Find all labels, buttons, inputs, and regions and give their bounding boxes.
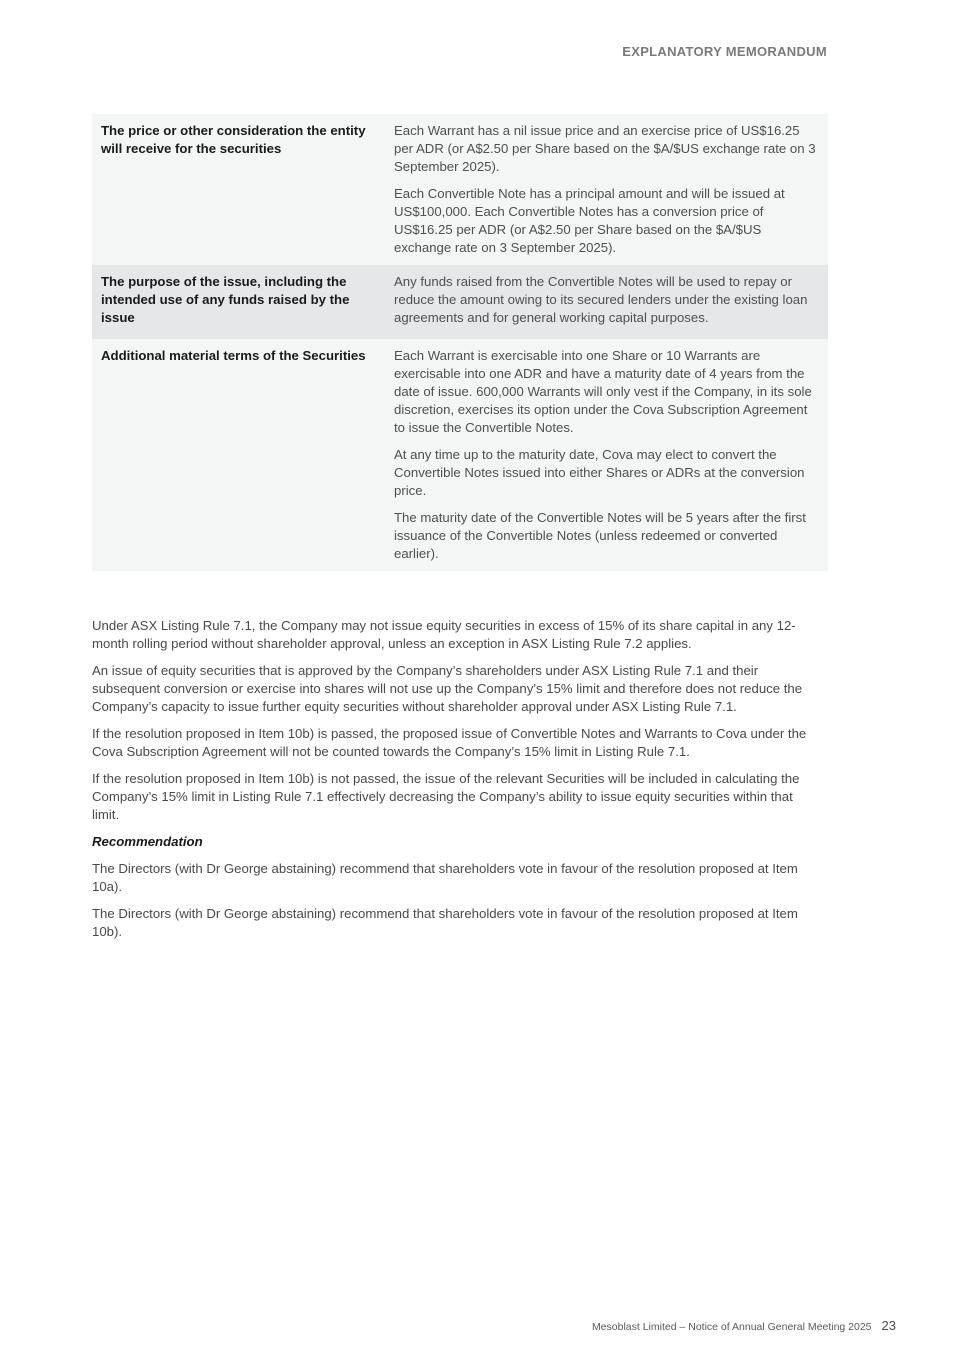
row-paragraph: At any time up to the maturity date, Cova may elect to convert the Convertible Notes issued into either Shares or ADRs at the conversion price. bbox=[394, 447, 805, 498]
page-number: 23 bbox=[881, 1318, 896, 1333]
page-header: EXPLANATORY MEMORANDUM bbox=[622, 44, 827, 59]
row-paragraph: Each Warrant is exercisable into one Share or 10 Warrants are exercisable into one ADR and have a maturity date of 4 years from the date of issue. 600,000 Warrants will only vest if the Company, in its sole discretion, exercises its option under the Cova Subscription Agreement to issue the Convertible Notes. bbox=[394, 348, 812, 435]
footer-doc-title: Mesoblast Limited – Notice of Annual General Meeting 2025 bbox=[591, 1321, 872, 1333]
page-footer bbox=[592, 1318, 896, 1333]
recommendation-paragraph: The Directors (with Dr George abstaining) recommend that shareholders vote in favour of the resolution proposed at Item 10b). bbox=[92, 906, 798, 939]
body-paragraph: Under ASX Listing Rule 7.1, the Company may not issue equity securities in excess of 15% of its share capital in any 12-month rolling period without shareholder approval, unless an exception in ASX Listing Rule 7.2 applies. bbox=[92, 618, 796, 651]
table-row bbox=[92, 339, 828, 571]
row-label: The purpose of the issue, including the intended use of any funds raised by the issue bbox=[101, 274, 350, 325]
row-label: Additional material terms of the Securities bbox=[101, 348, 366, 363]
securities-terms-table bbox=[92, 114, 828, 571]
row-paragraph: Each Convertible Note has a principal amount and will be issued at US$100,000. Each Convertible Notes has a conversion price of US$16.25 per ADR (or A$2.50 per Share based on the $A/$US exchange rate on 3 September 2025). bbox=[394, 186, 785, 255]
row-paragraph: Any funds raised from the Convertible Notes will be used to repay or reduce the amount owing to its secured lenders under the existing loan agreements and for general working capital purposes. bbox=[394, 274, 808, 325]
row-paragraph: Each Warrant has a nil issue price and an exercise price of US$16.25 per ADR (or A$2.50 per Share based on the $A/$US exchange rate on 3 September 2025). bbox=[394, 123, 816, 174]
row-value bbox=[385, 265, 828, 339]
recommendation-heading: Recommendation bbox=[92, 834, 203, 849]
row-value bbox=[385, 339, 828, 571]
row-value bbox=[385, 114, 828, 265]
recommendation-paragraph: The Directors (with Dr George abstaining) recommend that shareholders vote in favour of the resolution proposed at Item 10a). bbox=[92, 861, 798, 894]
table-row bbox=[92, 265, 828, 339]
body-paragraph: If the resolution proposed in Item 10b) is passed, the proposed issue of Convertible Notes and Warrants to Cova under the Cova Subscription Agreement will not be counted towards the Company’s 15% limit in Listing Rule 7.1. bbox=[92, 726, 807, 759]
row-paragraph: The maturity date of the Convertible Notes will be 5 years after the first issuance of the Convertible Notes (unless redeemed or converted earlier). bbox=[394, 510, 806, 561]
body-paragraph: An issue of equity securities that is approved by the Company’s shareholders under ASX Listing Rule 7.1 and their subsequent conversion or exercise into shares will not use up the Company’s 15% limit and therefore does not reduce the Company’s capacity to issue further equity securities without shareholder approval under ASX Listing Rule 7.1. bbox=[92, 663, 803, 714]
row-label: The price or other consideration the entity will receive for the securities bbox=[101, 123, 366, 156]
table-row bbox=[92, 114, 828, 265]
body-text bbox=[92, 617, 820, 950]
body-paragraph: If the resolution proposed in Item 10b) is not passed, the issue of the relevant Securities will be included in calculating the Company’s 15% limit in Listing Rule 7.1 effectively decreasing the Company’s ability to issue equity securities within that limit. bbox=[92, 771, 800, 822]
